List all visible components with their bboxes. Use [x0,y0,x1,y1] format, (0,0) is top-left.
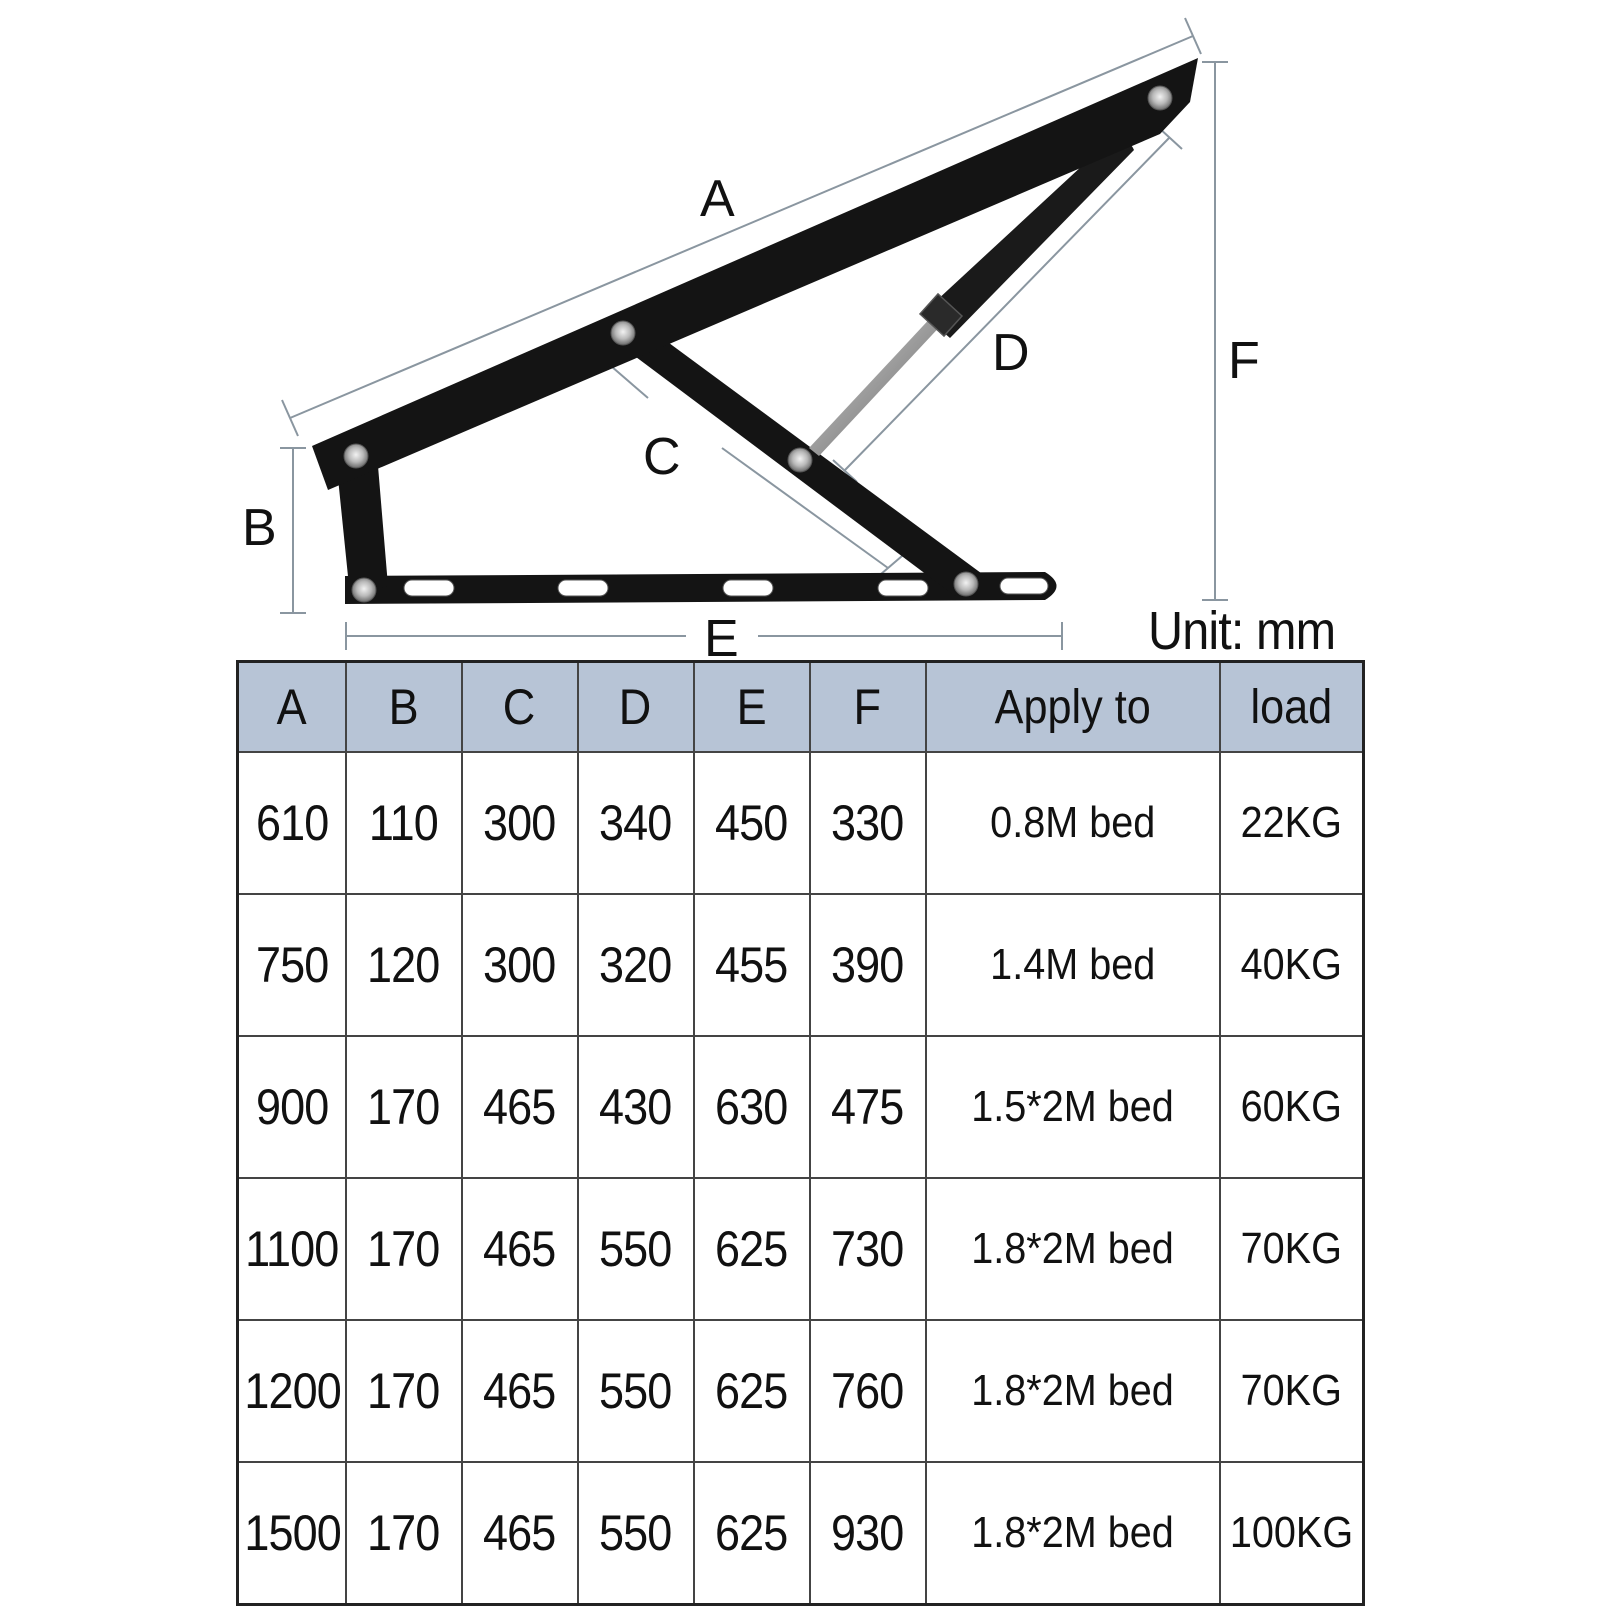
table-header-row [238,662,1364,753]
spec-table [236,660,1365,1606]
cell-e: 625 [694,1462,810,1605]
cell-b: 170 [346,1178,462,1320]
header-d: D [578,662,694,753]
cell-a: 900 [238,1036,346,1178]
cell-b: 110 [346,752,462,894]
header-c: C [462,662,578,753]
dimension-label-e: E [704,610,739,660]
dimension-label-b: B [242,499,277,557]
bolt-icon [788,448,812,472]
cell-e: 630 [694,1036,810,1178]
header-f: F [810,662,926,753]
cell-c: 465 [462,1462,578,1605]
table-row [238,1178,1364,1320]
cell-load: 70KG [1220,1320,1364,1462]
cell-apply-to: 1.8*2M bed [926,1462,1220,1605]
table-row [238,752,1364,894]
cell-d: 340 [578,752,694,894]
dimension-line-a [282,18,1201,436]
header-b: B [346,662,462,753]
dimension-label-f: F [1228,332,1260,390]
cell-e: 450 [694,752,810,894]
cell-c: 300 [462,894,578,1036]
cell-apply-to: 0.8M bed [926,752,1220,894]
cell-a: 1100 [238,1178,346,1320]
cell-f: 475 [810,1036,926,1178]
cell-load: 60KG [1220,1036,1364,1178]
cell-b: 170 [346,1320,462,1462]
cell-a: 750 [238,894,346,1036]
table-row [238,894,1364,1036]
bolt-icon [344,444,368,468]
cell-f: 330 [810,752,926,894]
cell-b: 170 [346,1036,462,1178]
cell-d: 320 [578,894,694,1036]
header-e: E [694,662,810,753]
cell-f: 930 [810,1462,926,1605]
dimension-line-c [590,348,902,580]
cell-f: 760 [810,1320,926,1462]
bolt-icon [611,321,635,345]
cell-d: 430 [578,1036,694,1178]
gas-spring-rod [809,312,946,456]
cell-apply-to: 1.8*2M bed [926,1320,1220,1462]
cell-f: 390 [810,894,926,1036]
dimension-line-f [1202,62,1228,600]
cell-c: 465 [462,1320,578,1462]
cell-a: 1500 [238,1462,346,1605]
cell-c: 300 [462,752,578,894]
header-load: load [1220,662,1364,753]
table-row [238,1320,1364,1462]
cell-load: 22KG [1220,752,1364,894]
cell-a: 1200 [238,1320,346,1462]
dimension-line-b [280,448,306,613]
dimension-label-d: D [992,324,1030,382]
cell-b: 170 [346,1462,462,1605]
header-a: A [238,662,346,753]
dimension-label-a: A [700,170,735,228]
header-apply-to: Apply to [926,662,1220,753]
cell-e: 625 [694,1178,810,1320]
cell-d: 550 [578,1178,694,1320]
cell-apply-to: 1.4M bed [926,894,1220,1036]
bolt-icon [954,572,978,596]
cell-e: 455 [694,894,810,1036]
cell-load: 100KG [1220,1462,1364,1605]
table-row [238,1036,1364,1178]
cell-apply-to: 1.8*2M bed [926,1178,1220,1320]
cell-c: 465 [462,1178,578,1320]
bed-lift-mechanism-diagram [0,0,1600,660]
unit-label: Unit: mm [1148,601,1336,661]
cell-b: 120 [346,894,462,1036]
bolt-icon [1148,86,1172,110]
cell-load: 40KG [1220,894,1364,1036]
cell-f: 730 [810,1178,926,1320]
cell-c: 465 [462,1036,578,1178]
cell-load: 70KG [1220,1178,1364,1320]
bolt-icon [352,578,376,602]
cell-e: 625 [694,1320,810,1462]
cell-d: 550 [578,1462,694,1605]
cell-apply-to: 1.5*2M bed [926,1036,1220,1178]
table-row [238,1462,1364,1605]
cell-d: 550 [578,1320,694,1462]
dimension-label-c: C [643,428,681,486]
cell-a: 610 [238,752,346,894]
